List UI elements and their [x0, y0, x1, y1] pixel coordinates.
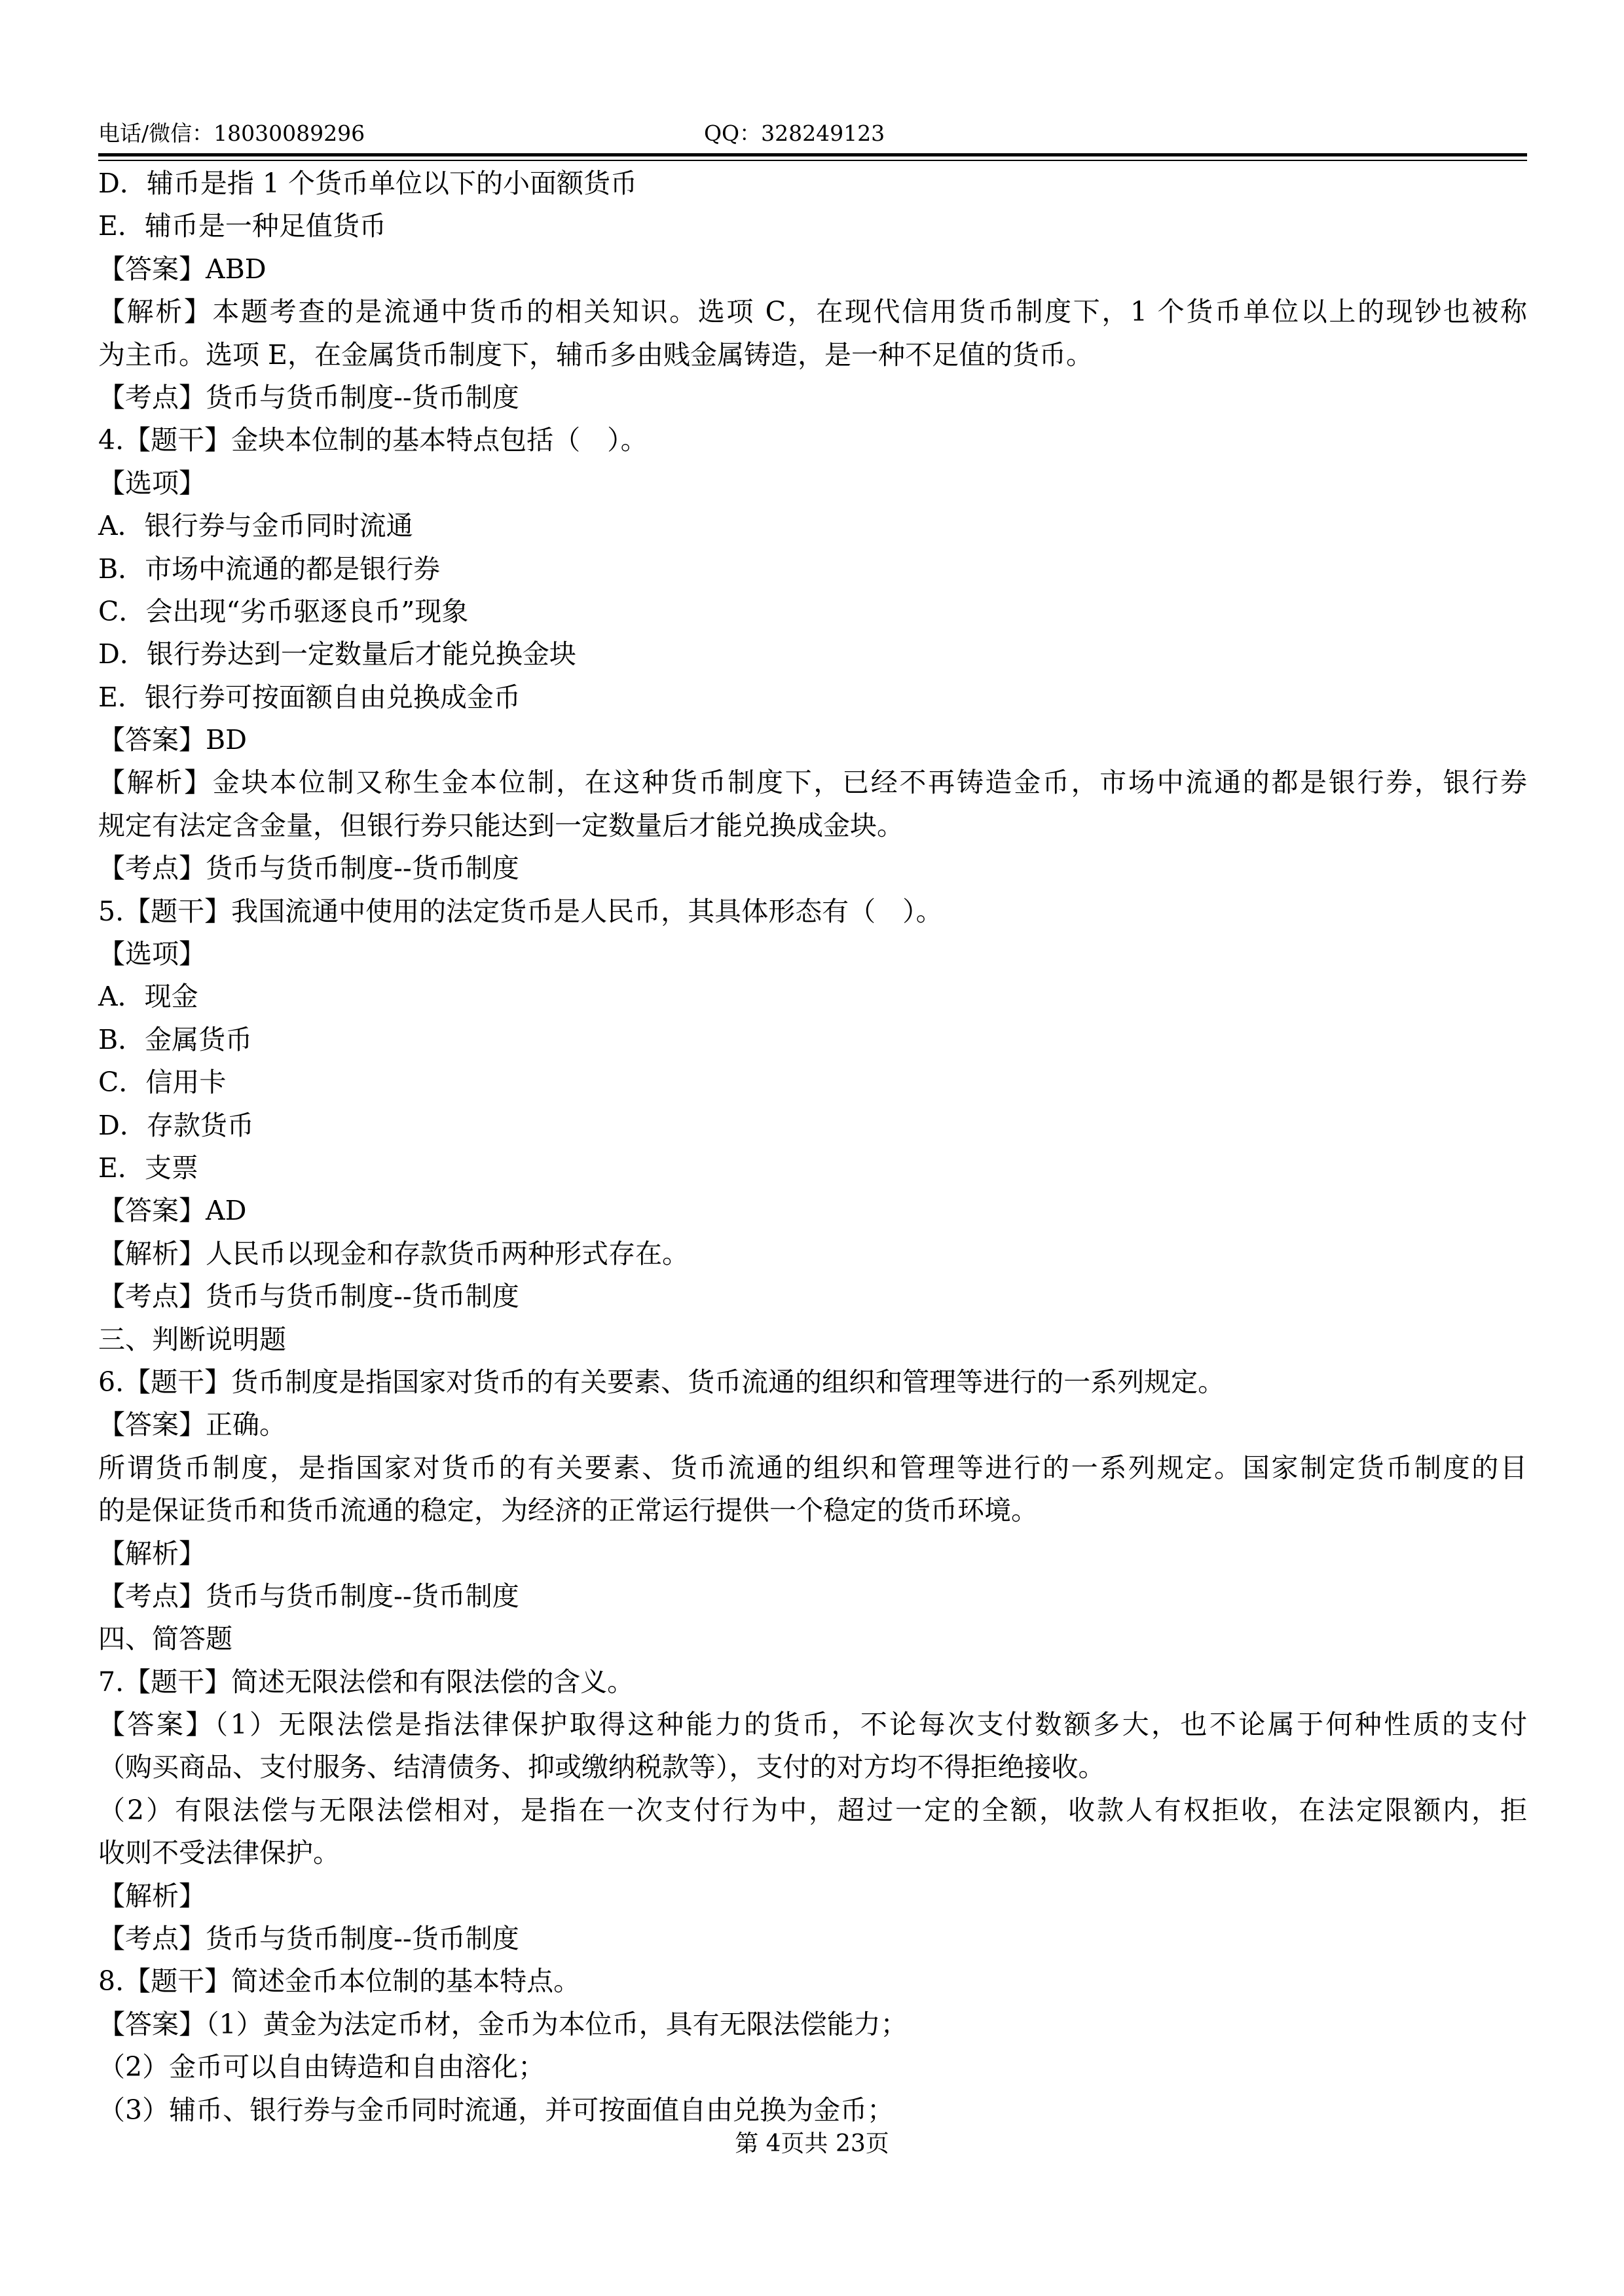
text-line: B．金属货币 [98, 1023, 253, 1055]
text-line: （3）辅币、银行券与金币同时流通，并可按面值自由兑换为金币； [98, 2094, 895, 2126]
text-line: 【选项】 [98, 938, 206, 970]
text-line: D．存款货币 [98, 1109, 254, 1141]
text-line: 【考点】货币与货币制度--货币制度 [98, 1923, 519, 1955]
text-line: 【答案】（1）黄金为法定币材，金币为本位币，具有无限法偿能力； [98, 2008, 908, 2040]
text-line: D．辅币是指 1 个货币单位以下的小面额货币 [98, 168, 638, 199]
text-line: 所谓货币制度，是指国家对货币的有关要素、货币流通的组织和管理等进行的一系列规定。国家制定货币制度的目 [98, 1451, 1527, 1484]
header-rule-thin [98, 160, 1527, 161]
text-line: 7.【题干】简述无限法偿和有限法偿的含义。 [98, 1666, 635, 1698]
text-line: 【答案】正确。 [98, 1409, 286, 1441]
text-line: 【考点】货币与货币制度--货币制度 [98, 852, 519, 884]
text-line: 【考点】货币与货币制度--货币制度 [98, 381, 519, 413]
text-line: 为主币。选项 E，在金属货币制度下，辅币多由贱金属铸造，是一种不足值的货币。 [98, 338, 1093, 371]
text-line: C．信用卡 [98, 1066, 227, 1099]
text-line: 【解析】本题考查的是流通中货币的相关知识。选项 C，在现代信用货币制度下，1 个货币单位以上的现钞也被称 [98, 296, 1527, 328]
text-line: 规定有法定含金量，但银行券只能达到一定数量后才能兑换成金块。 [98, 809, 904, 841]
text-line: 5.【题干】我国流通中使用的法定货币是人民币，其具体形态有（ ）。 [98, 895, 943, 927]
text-line: （购买商品、支付服务、结清债务、抑或缴纳税款等），支付的对方均不得拒绝接收。 [98, 1751, 1105, 1783]
text-line: （2）有限法偿与无限法偿相对，是指在一次支付行为中，超过一定的全额，收款人有权拒收，在法定限额内，拒 [98, 1794, 1527, 1826]
text-line: A．银行券与金币同时流通 [98, 510, 413, 542]
page-header [98, 115, 1526, 153]
text-line: C．会出现“劣币驱逐良币”现象 [98, 595, 469, 627]
text-line: （2）金币可以自由铸造和自由溶化； [98, 2051, 545, 2083]
text-line: D．银行券达到一定数量后才能兑换金块 [98, 638, 576, 670]
document-body [98, 162, 1527, 2132]
text-line: 【考点】货币与货币制度--货币制度 [98, 1281, 519, 1313]
text-line: 【解析】金块本位制又称生金本位制，在这种货币制度下，已经不再铸造金币，市场中流通的都是银行券，银行券 [98, 767, 1527, 799]
page-footer [0, 2128, 1624, 2160]
text-line: E．辅币是一种足值货币 [98, 210, 386, 242]
text-line: E．支票 [98, 1152, 198, 1184]
text-line: 收则不受法律保护。 [98, 1837, 340, 1869]
text-line: 【解析】 [98, 1537, 206, 1569]
text-line: 【解析】 [98, 1880, 206, 1912]
text-line: 三、判断说明题 [98, 1323, 286, 1355]
text-line: 的是保证货币和货币流通的稳定，为经济的正常运行提供一个稳定的货币环境。 [98, 1495, 1038, 1527]
page-number: 第 4页共 23页 [735, 2130, 889, 2157]
header-phone-wechat: 电话/微信：18030089296 [98, 120, 365, 146]
text-line: 【答案】AD [98, 1195, 247, 1227]
text-line: 8.【题干】简述金币本位制的基本特点。 [98, 1965, 581, 1997]
text-line: 【选项】 [98, 467, 206, 499]
header-rule-thick [98, 153, 1527, 156]
text-line: 4.【题干】金块本位制的基本特点包括（ ）。 [98, 424, 648, 456]
text-line: A．现金 [98, 981, 198, 1013]
text-line: 6.【题干】货币制度是指国家对货币的有关要素、货币流通的组织和管理等进行的一系列规定。 [98, 1366, 1225, 1398]
text-line: 【答案】ABD [98, 253, 267, 285]
text-line: E．银行券可按面额自由兑换成金币 [98, 681, 521, 713]
text-line: 四、简答题 [98, 1623, 232, 1655]
text-line: 【考点】货币与货币制度--货币制度 [98, 1580, 519, 1612]
header-qq: QQ：328249123 [704, 120, 885, 146]
text-line: 【解析】人民币以现金和存款货币两种形式存在。 [98, 1237, 689, 1269]
text-line: B．市场中流通的都是银行券 [98, 553, 441, 585]
text-line: 【答案】（1）无限法偿是指法律保护取得这种能力的货币，不论每次支付数额多大，也不论属于何种性质的支付 [98, 1709, 1527, 1741]
text-line: 【答案】BD [98, 724, 248, 756]
